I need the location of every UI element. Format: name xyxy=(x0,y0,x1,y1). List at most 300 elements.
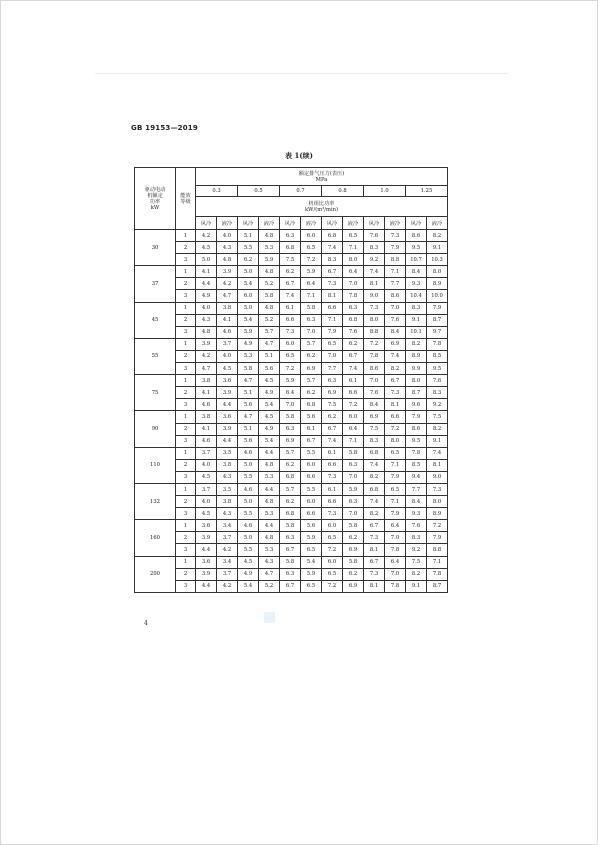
value-cell: 7.6 xyxy=(364,230,385,242)
value-cell: 6.3 xyxy=(322,375,343,387)
value-cell: 8.2 xyxy=(385,363,406,375)
page-number: 4 xyxy=(144,620,148,627)
table-row xyxy=(135,459,448,471)
value-cell: 8.8 xyxy=(427,544,448,556)
value-cell: 5.5 xyxy=(301,483,322,495)
value-cell: 7.6 xyxy=(364,387,385,399)
value-cell: 7.2 xyxy=(301,254,322,266)
value-cell: 6.2 xyxy=(301,350,322,362)
value-cell: 3.8 xyxy=(217,302,238,314)
table-row xyxy=(135,387,448,399)
value-cell: 5.5 xyxy=(238,544,259,556)
value-cell: 4.6 xyxy=(217,326,238,338)
air-cooled-header: 风冷 xyxy=(322,217,343,230)
value-cell: 4.9 xyxy=(238,568,259,580)
value-cell: 6.3 xyxy=(280,230,301,242)
value-cell: 3.8 xyxy=(196,375,217,387)
value-cell: 5.9 xyxy=(301,266,322,278)
value-cell: 6.6 xyxy=(301,508,322,520)
value-cell: 4.4 xyxy=(259,447,280,459)
value-cell: 8.5 xyxy=(427,350,448,362)
value-cell: 4.0 xyxy=(217,350,238,362)
value-cell: 7.4 xyxy=(322,435,343,447)
value-cell: 7.8 xyxy=(385,544,406,556)
value-cell: 3.5 xyxy=(217,483,238,495)
value-cell: 4.5 xyxy=(259,375,280,387)
motor-power-header-line: 功率 xyxy=(149,198,161,205)
value-cell: 7.3 xyxy=(427,483,448,495)
value-cell: 7.5 xyxy=(322,399,343,411)
value-cell: 5.9 xyxy=(280,375,301,387)
value-cell: 3.9 xyxy=(217,423,238,435)
value-cell: 8.2 xyxy=(364,508,385,520)
value-cell: 6.6 xyxy=(322,496,343,508)
table-row xyxy=(135,375,448,387)
value-cell: 7.6 xyxy=(385,314,406,326)
value-cell: 7.3 xyxy=(280,326,301,338)
grade-cell: 3 xyxy=(176,508,196,520)
table-row xyxy=(135,483,448,495)
value-cell: 6.2 xyxy=(280,496,301,508)
liquid-cooled-header: 液冷 xyxy=(385,217,406,230)
grade-cell: 2 xyxy=(176,532,196,544)
value-cell: 6.6 xyxy=(322,459,343,471)
value-cell: 6.4 xyxy=(385,520,406,532)
value-cell: 4.4 xyxy=(259,483,280,495)
value-cell: 8.4 xyxy=(406,496,427,508)
value-cell: 8.6 xyxy=(406,423,427,435)
value-cell: 6.9 xyxy=(280,435,301,447)
value-cell: 5.4 xyxy=(238,314,259,326)
value-cell: 5.0 xyxy=(238,266,259,278)
value-cell: 6.3 xyxy=(301,314,322,326)
value-cell: 4.0 xyxy=(196,459,217,471)
motor-power-cell: 37 xyxy=(135,266,176,302)
value-cell: 6.5 xyxy=(385,483,406,495)
value-cell: 8.2 xyxy=(406,568,427,580)
value-cell: 5.4 xyxy=(238,580,259,592)
efficiency-table xyxy=(134,167,448,593)
value-cell: 6.4 xyxy=(343,423,364,435)
value-cell: 7.7 xyxy=(406,483,427,495)
value-cell: 4.8 xyxy=(259,532,280,544)
value-cell: 6.0 xyxy=(238,290,259,302)
value-cell: 7.2 xyxy=(322,544,343,556)
value-cell: 9.0 xyxy=(427,471,448,483)
value-cell: 3.9 xyxy=(196,568,217,580)
table-row xyxy=(135,399,448,411)
value-cell: 4.4 xyxy=(196,278,217,290)
value-cell: 4.1 xyxy=(196,423,217,435)
value-cell: 3.9 xyxy=(217,387,238,399)
value-cell: 5.8 xyxy=(343,556,364,568)
value-cell: 4.6 xyxy=(196,435,217,447)
value-cell: 4.8 xyxy=(259,459,280,471)
value-cell: 5.9 xyxy=(238,326,259,338)
value-cell: 3.8 xyxy=(217,496,238,508)
value-cell: 4.5 xyxy=(196,471,217,483)
value-cell: 8.8 xyxy=(364,326,385,338)
value-cell: 8.9 xyxy=(427,508,448,520)
value-cell: 4.9 xyxy=(259,387,280,399)
value-cell: 8.4 xyxy=(364,399,385,411)
value-cell: 6.5 xyxy=(322,338,343,350)
value-cell: 7.4 xyxy=(385,350,406,362)
value-cell: 8.0 xyxy=(364,314,385,326)
value-cell: 9.5 xyxy=(406,242,427,254)
motor-power-cell: 55 xyxy=(135,338,176,374)
value-cell: 3.8 xyxy=(196,411,217,423)
value-cell: 5.0 xyxy=(238,496,259,508)
motor-power-header-line: kW xyxy=(150,204,160,211)
value-cell: 6.2 xyxy=(322,411,343,423)
liquid-cooled-header: 液冷 xyxy=(259,217,280,230)
value-cell: 6.7 xyxy=(364,556,385,568)
value-cell: 6.4 xyxy=(385,556,406,568)
value-cell: 5.8 xyxy=(280,520,301,532)
value-cell: 4.4 xyxy=(259,520,280,532)
table-row xyxy=(135,242,448,254)
value-cell: 5.8 xyxy=(343,447,364,459)
value-cell: 3.4 xyxy=(217,520,238,532)
air-cooled-header: 风冷 xyxy=(196,217,217,230)
value-cell: 3.7 xyxy=(196,483,217,495)
value-cell: 7.0 xyxy=(280,399,301,411)
value-cell: 7.5 xyxy=(427,411,448,423)
liquid-cooled-header: 液冷 xyxy=(343,217,364,230)
value-cell: 3.7 xyxy=(196,447,217,459)
value-cell: 8.0 xyxy=(427,496,448,508)
air-cooled-header: 风冷 xyxy=(280,217,301,230)
grade-cell: 1 xyxy=(176,302,196,314)
value-cell: 3.6 xyxy=(217,411,238,423)
grade-cell: 3 xyxy=(176,580,196,592)
value-cell: 7.9 xyxy=(427,302,448,314)
value-cell: 9.7 xyxy=(427,326,448,338)
value-cell: 6.2 xyxy=(238,254,259,266)
value-cell: 8.1 xyxy=(385,399,406,411)
value-cell: 7.9 xyxy=(322,326,343,338)
value-cell: 4.6 xyxy=(196,399,217,411)
value-cell: 7.4 xyxy=(343,363,364,375)
value-cell: 8.0 xyxy=(343,254,364,266)
value-cell: 4.1 xyxy=(196,266,217,278)
table-row xyxy=(135,314,448,326)
value-cell: 4.7 xyxy=(217,290,238,302)
value-cell: 8.1 xyxy=(364,544,385,556)
value-cell: 3.4 xyxy=(217,556,238,568)
value-cell: 7.6 xyxy=(427,375,448,387)
motor-power-cell: 30 xyxy=(135,230,176,266)
pressure-value: 1.25 xyxy=(406,186,448,197)
value-cell: 7.1 xyxy=(343,242,364,254)
value-cell: 6.7 xyxy=(301,435,322,447)
value-cell: 9.1 xyxy=(406,580,427,592)
value-cell: 7.4 xyxy=(364,266,385,278)
value-cell: 7.0 xyxy=(343,278,364,290)
value-cell: 6.2 xyxy=(343,568,364,580)
value-cell: 4.8 xyxy=(259,230,280,242)
value-cell: 7.0 xyxy=(385,532,406,544)
value-cell: 6.2 xyxy=(301,387,322,399)
value-cell: 6.7 xyxy=(322,266,343,278)
table-row xyxy=(135,580,448,592)
value-cell: 9.3 xyxy=(406,508,427,520)
table-row xyxy=(135,290,448,302)
value-cell: 4.9 xyxy=(196,290,217,302)
value-cell: 6.1 xyxy=(280,302,301,314)
value-cell: 6.5 xyxy=(343,230,364,242)
value-cell: 3.7 xyxy=(217,568,238,580)
pressure-value: 0.7 xyxy=(280,186,322,197)
value-cell: 5.9 xyxy=(301,532,322,544)
value-cell: 9.2 xyxy=(364,254,385,266)
value-cell: 7.3 xyxy=(322,508,343,520)
value-cell: 4.7 xyxy=(259,338,280,350)
value-cell: 9.9 xyxy=(406,363,427,375)
value-cell: 5.5 xyxy=(238,242,259,254)
value-cell: 6.8 xyxy=(343,314,364,326)
value-cell: 5.9 xyxy=(301,568,322,580)
pressure-value: 0.3 xyxy=(196,186,238,197)
value-cell: 3.6 xyxy=(196,520,217,532)
value-cell: 6.3 xyxy=(343,459,364,471)
value-cell: 5.5 xyxy=(301,447,322,459)
value-cell: 6.0 xyxy=(301,459,322,471)
value-cell: 5.3 xyxy=(259,508,280,520)
value-cell: 6.5 xyxy=(301,544,322,556)
value-cell: 7.3 xyxy=(364,532,385,544)
grade-cell: 1 xyxy=(176,556,196,568)
value-cell: 4.2 xyxy=(196,350,217,362)
grade-cell: 2 xyxy=(176,387,196,399)
value-cell: 6.0 xyxy=(322,520,343,532)
value-cell: 4.3 xyxy=(259,556,280,568)
value-cell: 7.1 xyxy=(343,435,364,447)
motor-power-cell: 90 xyxy=(135,411,176,447)
value-cell: 4.7 xyxy=(259,568,280,580)
value-cell: 9.1 xyxy=(406,314,427,326)
value-cell: 6.3 xyxy=(280,532,301,544)
value-cell: 7.9 xyxy=(427,532,448,544)
value-cell: 9.3 xyxy=(406,278,427,290)
grade-cell: 2 xyxy=(176,278,196,290)
table-row xyxy=(135,338,448,350)
value-cell: 8.3 xyxy=(427,387,448,399)
value-cell: 4.5 xyxy=(259,411,280,423)
value-cell: 7.0 xyxy=(343,508,364,520)
value-cell: 5.2 xyxy=(259,314,280,326)
value-cell: 6.6 xyxy=(343,387,364,399)
grade-cell: 2 xyxy=(176,350,196,362)
value-cell: 7.4 xyxy=(280,290,301,302)
value-cell: 7.8 xyxy=(385,580,406,592)
value-cell: 5.4 xyxy=(238,278,259,290)
value-cell: 4.4 xyxy=(217,399,238,411)
air-cooled-header: 风冷 xyxy=(238,217,259,230)
value-cell: 7.9 xyxy=(385,508,406,520)
value-cell: 7.3 xyxy=(385,230,406,242)
value-cell: 6.0 xyxy=(301,496,322,508)
value-cell: 4.8 xyxy=(259,302,280,314)
table-row xyxy=(135,326,448,338)
pressure-header-title: 额定排气压力(表压) xyxy=(298,170,345,177)
value-cell: 7.1 xyxy=(427,556,448,568)
grade-cell: 2 xyxy=(176,314,196,326)
value-cell: 5.6 xyxy=(238,399,259,411)
value-cell: 3.8 xyxy=(217,459,238,471)
value-cell: 10.7 xyxy=(406,254,427,266)
motor-power-cell: 132 xyxy=(135,483,176,519)
value-cell: 4.3 xyxy=(196,314,217,326)
value-cell: 5.9 xyxy=(259,254,280,266)
value-cell: 9.5 xyxy=(427,363,448,375)
value-cell: 9.1 xyxy=(427,435,448,447)
value-cell: 6.6 xyxy=(385,411,406,423)
motor-power-cell: 160 xyxy=(135,520,176,556)
value-cell: 6.0 xyxy=(343,411,364,423)
value-cell: 6.7 xyxy=(280,278,301,290)
table-caption: 表 1(续) xyxy=(285,151,313,160)
value-cell: 5.3 xyxy=(259,471,280,483)
value-cell: 6.8 xyxy=(322,230,343,242)
value-cell: 4.9 xyxy=(238,338,259,350)
value-cell: 8.1 xyxy=(322,290,343,302)
value-cell: 7.4 xyxy=(364,459,385,471)
value-cell: 5.7 xyxy=(280,447,301,459)
value-cell: 3.7 xyxy=(217,338,238,350)
value-cell: 6.9 xyxy=(364,411,385,423)
table-row xyxy=(135,435,448,447)
value-cell: 5.5 xyxy=(238,508,259,520)
value-cell: 7.1 xyxy=(385,266,406,278)
grade-header-line: 能效 xyxy=(180,192,191,199)
value-cell: 6.9 xyxy=(343,544,364,556)
value-cell: 8.1 xyxy=(364,278,385,290)
value-cell: 8.9 xyxy=(406,350,427,362)
value-cell: 7.5 xyxy=(364,423,385,435)
value-cell: 4.8 xyxy=(196,326,217,338)
value-cell: 4.0 xyxy=(196,496,217,508)
table-row xyxy=(135,411,448,423)
grade-cell: 3 xyxy=(176,290,196,302)
value-cell: 5.3 xyxy=(259,544,280,556)
value-cell: 4.2 xyxy=(217,580,238,592)
value-cell: 7.8 xyxy=(406,447,427,459)
value-cell: 6.7 xyxy=(385,375,406,387)
value-cell: 7.7 xyxy=(385,278,406,290)
value-cell: 6.7 xyxy=(343,350,364,362)
value-cell: 4.1 xyxy=(217,314,238,326)
value-cell: 8.3 xyxy=(322,254,343,266)
value-cell: 4.8 xyxy=(217,254,238,266)
value-cell: 6.8 xyxy=(280,508,301,520)
pressure-header-unit: MPa xyxy=(315,176,328,183)
value-cell: 5.8 xyxy=(238,363,259,375)
value-cell: 9.0 xyxy=(364,290,385,302)
value-cell: 7.1 xyxy=(301,290,322,302)
value-cell: 6.4 xyxy=(280,387,301,399)
value-cell: 8.3 xyxy=(364,242,385,254)
motor-power-cell: 200 xyxy=(135,556,176,592)
value-cell: 5.4 xyxy=(259,435,280,447)
value-cell: 6.8 xyxy=(364,447,385,459)
motor-power-cell: 110 xyxy=(135,447,176,483)
grade-cell: 2 xyxy=(176,568,196,580)
value-cell: 5.1 xyxy=(238,230,259,242)
value-cell: 5.7 xyxy=(280,483,301,495)
value-cell: 8.2 xyxy=(427,423,448,435)
table-row xyxy=(135,266,448,278)
table-row xyxy=(135,254,448,266)
value-cell: 6.5 xyxy=(280,350,301,362)
grade-cell: 1 xyxy=(176,483,196,495)
pressure-value: 0.5 xyxy=(238,186,280,197)
specific-power-title: 机组比功率 xyxy=(308,200,335,207)
value-cell: 6.1 xyxy=(322,447,343,459)
value-cell: 3.5 xyxy=(217,447,238,459)
pressure-header xyxy=(196,168,448,186)
grade-cell: 1 xyxy=(176,375,196,387)
table-row xyxy=(135,230,448,242)
value-cell: 7.0 xyxy=(322,350,343,362)
value-cell: 6.8 xyxy=(364,483,385,495)
value-cell: 6.3 xyxy=(280,423,301,435)
value-cell: 6.6 xyxy=(301,471,322,483)
value-cell: 5.3 xyxy=(238,350,259,362)
header-rule xyxy=(95,73,508,74)
motor-power-header-line: 驱动电动 xyxy=(144,186,166,193)
value-cell: 6.8 xyxy=(280,242,301,254)
grade-cell: 1 xyxy=(176,520,196,532)
value-cell: 6.2 xyxy=(343,338,364,350)
value-cell: 4.3 xyxy=(217,471,238,483)
grade-cell: 3 xyxy=(176,399,196,411)
value-cell: 4.7 xyxy=(238,375,259,387)
grade-cell: 3 xyxy=(176,435,196,447)
value-cell: 7.1 xyxy=(385,459,406,471)
motor-power-header xyxy=(135,168,176,230)
value-cell: 7.6 xyxy=(406,520,427,532)
value-cell: 6.4 xyxy=(343,266,364,278)
value-cell: 7.9 xyxy=(385,471,406,483)
value-cell: 4.8 xyxy=(259,496,280,508)
value-cell: 4.4 xyxy=(217,435,238,447)
value-cell: 4.2 xyxy=(217,278,238,290)
standard-code: GB 19153—2019 xyxy=(131,124,198,132)
value-cell: 6.8 xyxy=(301,399,322,411)
value-cell: 8.6 xyxy=(364,363,385,375)
value-cell: 8.0 xyxy=(427,266,448,278)
value-cell: 4.2 xyxy=(196,230,217,242)
value-cell: 6.0 xyxy=(301,230,322,242)
value-cell: 7.5 xyxy=(280,254,301,266)
value-cell: 5.6 xyxy=(301,520,322,532)
value-cell: 4.5 xyxy=(217,363,238,375)
value-cell: 5.1 xyxy=(238,387,259,399)
value-cell: 7.0 xyxy=(343,471,364,483)
value-cell: 8.1 xyxy=(364,580,385,592)
grade-cell: 2 xyxy=(176,496,196,508)
value-cell: 4.2 xyxy=(217,544,238,556)
value-cell: 8.2 xyxy=(427,230,448,242)
value-cell: 7.1 xyxy=(385,496,406,508)
value-cell: 5.3 xyxy=(259,242,280,254)
value-cell: 6.1 xyxy=(301,423,322,435)
table-row xyxy=(135,363,448,375)
value-cell: 8.4 xyxy=(406,266,427,278)
value-cell: 7.8 xyxy=(364,350,385,362)
